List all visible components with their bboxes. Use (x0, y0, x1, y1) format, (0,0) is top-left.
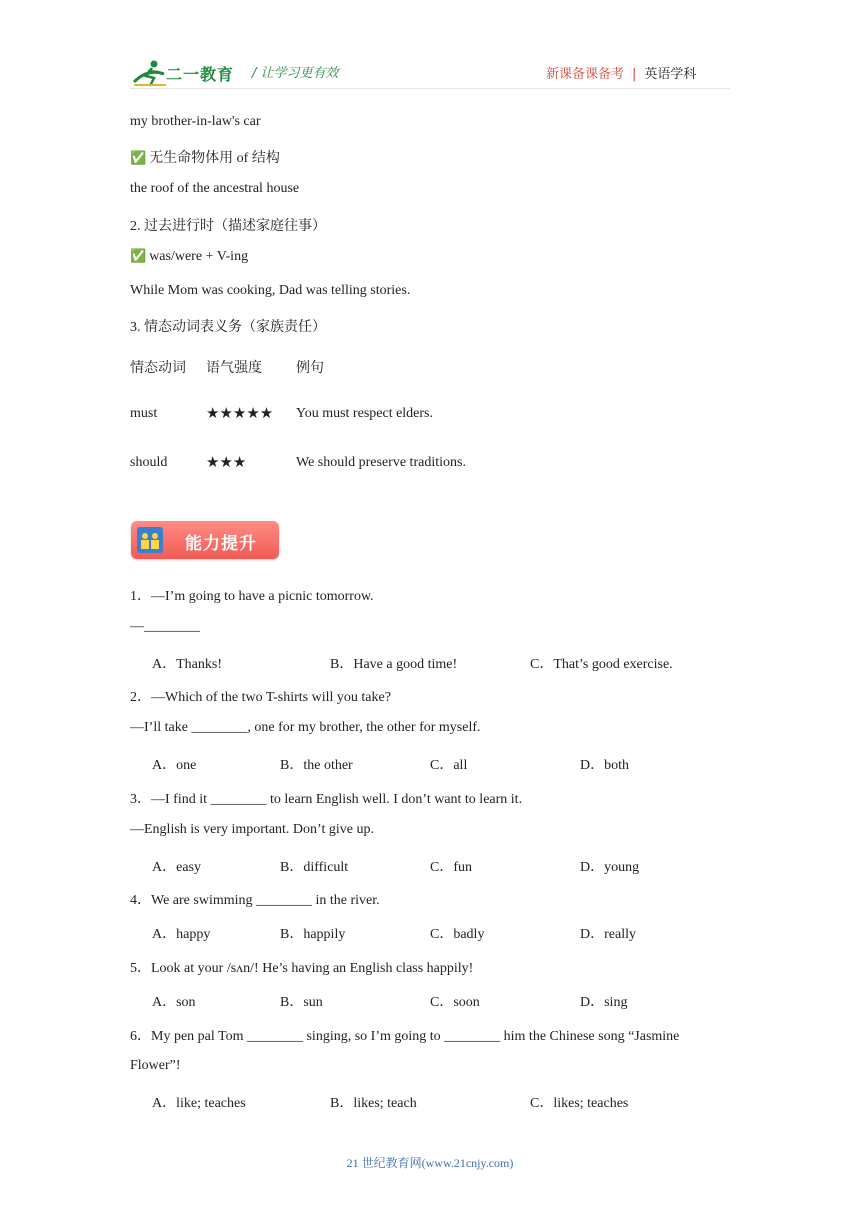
option: D．young (580, 860, 640, 875)
option: A．like; teaches (152, 1096, 246, 1111)
header-divider (130, 88, 730, 89)
question-stem: 5．Look at your /sʌn/! He’s having an English class happily! (130, 961, 474, 976)
note-line: the roof of the ancestral house (130, 181, 300, 196)
table-header-cell: 例句 (296, 361, 324, 376)
question-stem: 6．My pen pal Tom ________ singing, so I’m going to ________ him the Chinese song “Jasmine (130, 1029, 680, 1044)
note-line: my brother-in-law's car (130, 114, 261, 129)
question-line: —________ (130, 619, 200, 634)
header-tagline: 新课备课备考 (546, 67, 625, 82)
option: C．likes; teaches (530, 1096, 629, 1111)
note-line (130, 249, 248, 265)
option: B．sun (280, 995, 323, 1010)
table-cell: must (130, 406, 158, 421)
question-line: Flower”! (130, 1058, 181, 1073)
option: D．both (580, 758, 629, 773)
header-separator: | (632, 67, 637, 82)
check-icon: ✅ (130, 151, 147, 166)
option: B．Have a good time! (330, 657, 458, 672)
table-cell: You must respect elders. (296, 406, 434, 421)
table-cell: We should preserve traditions. (296, 455, 466, 470)
table-header-cell: 情态动词 (130, 361, 186, 376)
question-line: —I’ll take ________, one for my brother, the other for myself. (130, 720, 481, 735)
option: B．likes; teach (330, 1096, 417, 1111)
question-stem: 3．—I find it ________ to learn English well. I don’t want to learn it. (130, 792, 523, 807)
section-badge (131, 521, 279, 559)
option: A．easy (152, 860, 201, 875)
option: A．happy (152, 927, 211, 942)
option: B．happily (280, 927, 346, 942)
people-icon (137, 527, 163, 553)
option: C．all (430, 758, 468, 773)
option: A．one (152, 758, 197, 773)
note-line (130, 147, 280, 167)
question-stem: 2．—Which of the two T-shirts will you take? (130, 690, 391, 705)
table-cell: should (130, 455, 168, 470)
header-subject: 英语学科 (644, 67, 697, 82)
brand-slogan: / 让学习更有效 (252, 66, 339, 81)
brand-name: 二一教育 (166, 65, 235, 84)
option: D．sing (580, 995, 628, 1010)
question-line: —English is very important. Don’t give up. (130, 822, 374, 837)
option: C．soon (430, 995, 480, 1010)
note-line: While Mom was cooking, Dad was telling stories. (130, 283, 411, 298)
option: A．Thanks! (152, 657, 222, 672)
header-right (546, 63, 696, 82)
option: D．really (580, 927, 636, 942)
question-stem: 1．—I’m going to have a picnic tomorrow. (130, 589, 374, 604)
option: C．That’s good exercise. (530, 657, 673, 672)
check-icon: ✅ (130, 249, 147, 264)
question-stem: 4．We are swimming ________ in the river. (130, 893, 380, 908)
star-rating: ★★★ (206, 453, 247, 471)
star-rating: ★★★★★ (206, 404, 274, 422)
note-heading: 2. 过去进行时（描述家庭往事） (130, 219, 326, 234)
note-heading: 3. 情态动词表义务（家族责任） (130, 320, 326, 335)
option: A．son (152, 995, 196, 1010)
option: B．the other (280, 758, 353, 773)
option: C．badly (430, 927, 485, 942)
option: C．fun (430, 860, 472, 875)
note-text: was/were + V-ing (149, 249, 249, 264)
table-header-cell: 语气强度 (206, 361, 262, 376)
note-text: 无生命物体用 of 结构 (149, 151, 280, 166)
section-title: 能力提升 (185, 534, 257, 554)
option: B．difficult (280, 860, 349, 875)
page-footer: 21 世纪教育网(www.21cnjy.com) (346, 1156, 514, 1170)
